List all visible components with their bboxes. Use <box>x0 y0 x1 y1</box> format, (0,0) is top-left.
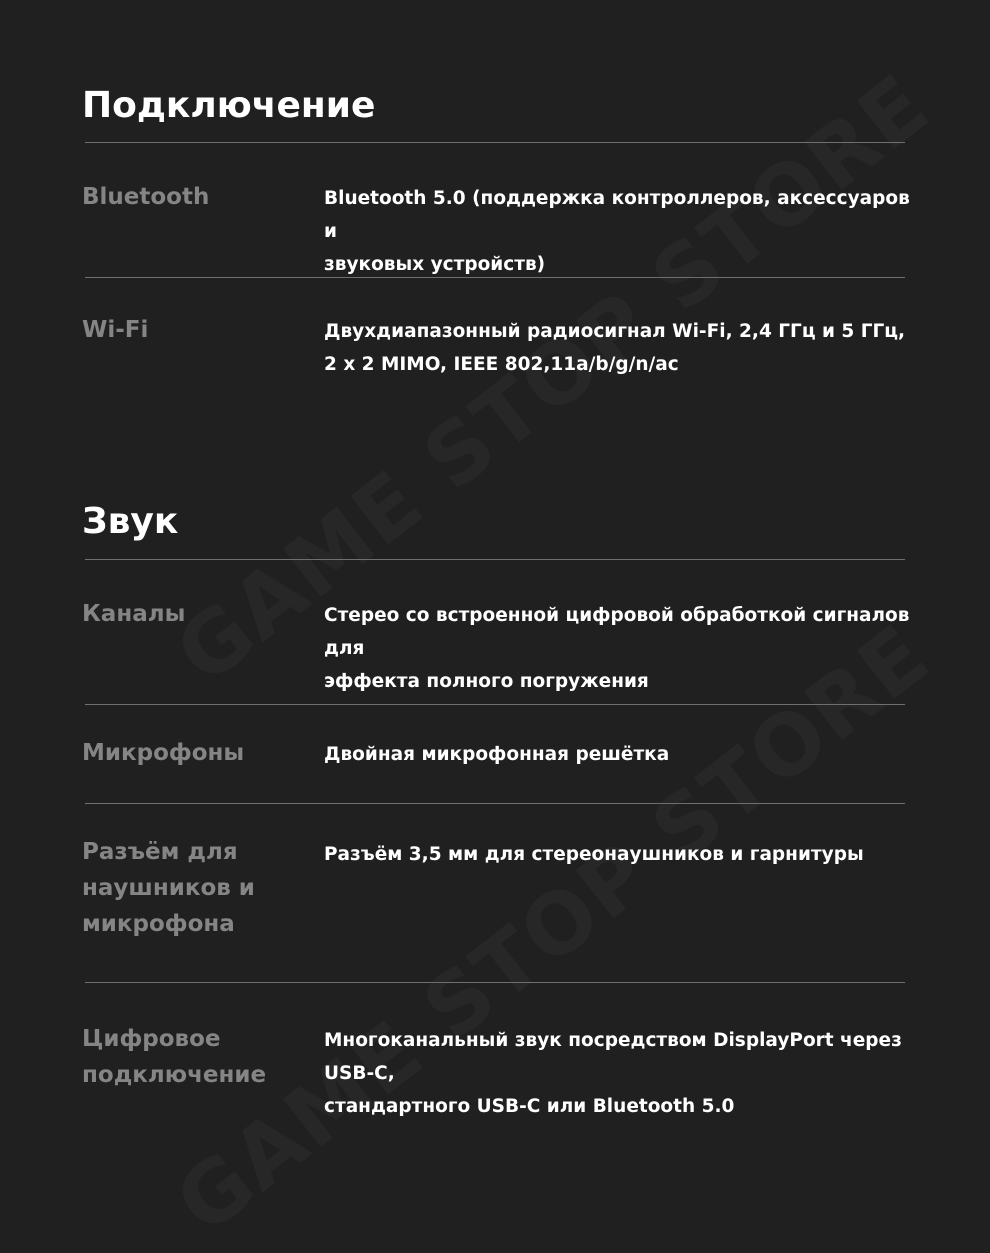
section-title-sound: Звук <box>82 501 179 542</box>
divider <box>85 982 905 983</box>
divider <box>85 559 905 560</box>
spec-label: Wi-Fi <box>82 317 149 343</box>
spec-value: Разъём 3,5 мм для стереонаушников и гарнитуры <box>324 844 864 865</box>
divider <box>85 704 905 705</box>
spec-value: Bluetooth 5.0 (поддержка контроллеров, аксессуаров и звуковых устройств) <box>324 188 910 275</box>
spec-value: Двухдиапазонный радиосигнал Wi-Fi, 2,4 ГГц и 5 ГГц, 2 x 2 MIMO, IEEE 802,11a/b/g/n/ac <box>324 321 906 375</box>
spec-value: Стерео со встроенной цифровой обработкой сигналов для эффекта полного погружения <box>324 605 910 692</box>
spec-label: Bluetooth <box>82 184 210 210</box>
spec-label: Микрофоны <box>82 740 245 766</box>
divider <box>85 142 905 143</box>
divider <box>85 277 905 278</box>
divider <box>85 803 905 804</box>
spec-value: Многоканальный звук посредством DisplayPort через USB-C, стандартного USB-C или Bluetooth 5.0 <box>324 1030 902 1117</box>
spec-label: Каналы <box>82 601 186 627</box>
spec-value: Двойная микрофонная решётка <box>324 744 670 765</box>
spec-label: Цифровое подключение <box>82 1026 267 1088</box>
section-title-connectivity: Подключение <box>82 85 376 126</box>
spec-label: Разъём для наушников и микрофона <box>82 839 255 937</box>
